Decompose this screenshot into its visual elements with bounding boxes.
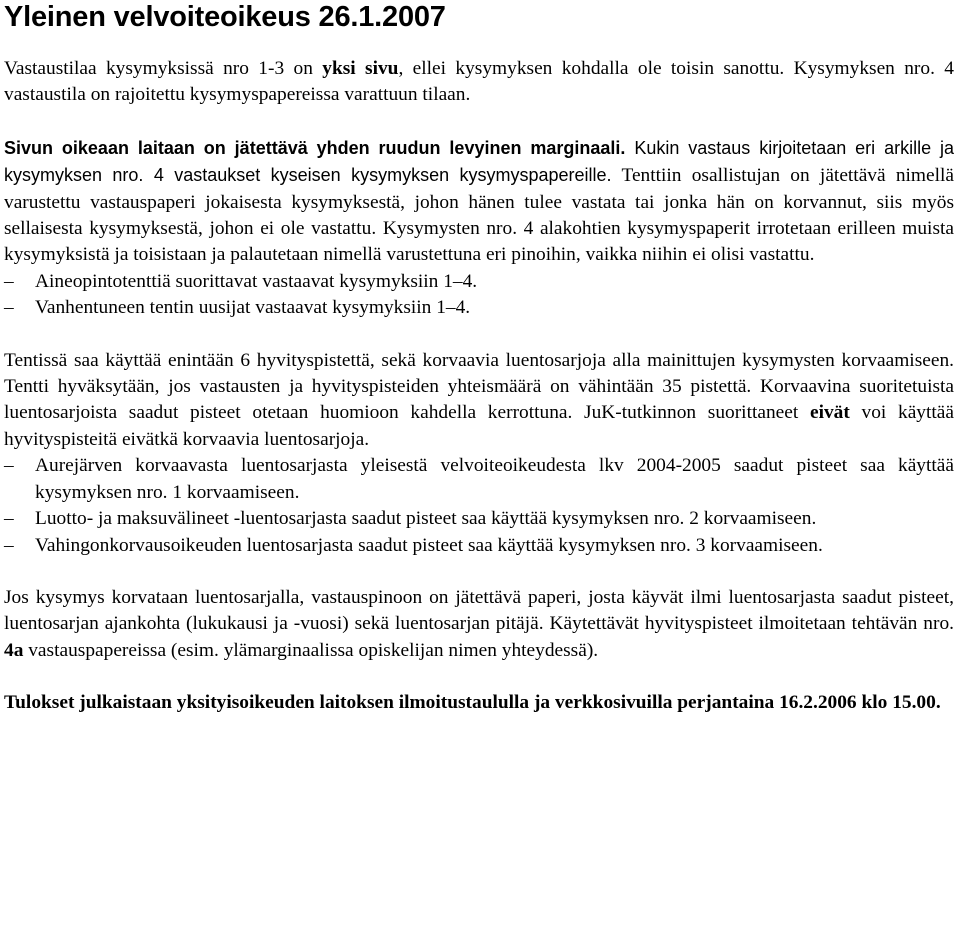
document-page xyxy=(4,0,954,717)
lecture-note-paragraph xyxy=(4,585,954,664)
intro-text-2: , ellei kysymyksen kohdalla ole toisin sanottu. Kysymyksen nro. 4 vastaustila on rajoitettu kysymyspapereissa varattuun tilaan. xyxy=(4,58,954,106)
list-item xyxy=(4,506,954,532)
points-bold: eivät xyxy=(809,402,850,424)
student-groups-list xyxy=(4,269,954,322)
rules-rest-text: Tenttiin osallistujan on jätettävä nimellä varustettu vastauspaperi jokaisesta kysymyksestä, johon hänen tulee vastata tai jonka hän on korvannut, siis myös sellaisesta kysymyksestä, johon ei ole vastattu. Kysymysten nro. 4 alakohtien kysymyspaperit irrotetaan erilleen muista kysymyksistä ja toisistaan ja palautetaan nimellä varustettuna eri pinoihin, vaikka niihin ei olisi vastattu. xyxy=(4,165,954,266)
lecture-series-list xyxy=(4,453,954,559)
points-paragraph xyxy=(4,348,954,454)
lecture-note-bold: 4a xyxy=(4,639,24,661)
intro-bold: yksi sivu xyxy=(322,58,399,79)
intro-paragraph xyxy=(4,56,954,109)
rules-paragraph xyxy=(4,135,954,269)
points-text-2: voi käyttää hyvityspisteitä eivätkä korvaavia luentosarjoja. xyxy=(4,402,954,450)
list-item xyxy=(4,453,954,506)
dash-bullet: – xyxy=(4,270,14,292)
list-item xyxy=(4,295,954,321)
page-title: Yleinen velvoiteoikeus 26.1.2007 xyxy=(4,1,446,33)
list-item-text: Vahingonkorvausoikeuden luentosarjasta saadut pisteet saa käyttää kysymyksen nro. 3 korvaamiseen. xyxy=(35,534,823,556)
dash-bullet: – xyxy=(4,508,14,530)
lecture-note-text-1: Jos kysymys korvataan luentosarjalla, vastauspinoon on jätettävä paperi, josta käyvät ilmi luentosarjasta saadut pisteet, luentosarjan ajankohta (lukukausi ja -vuosi) sekä luentosarjan pitäjä. Käytettävät hyvityspisteet ilmoitetaan tehtävän nro. xyxy=(4,586,954,635)
points-text-1: Tentissä saa käyttää enintään 6 hyvityspistettä, sekä korvaavia luentosarjoja alla mainittujen kysymysten korvaamiseen. Tentti hyväksytään, jos vastausten ja hyvityspisteiden yhteismäärä on vähintään 35 pistettä. Korvaavina suoritetuista luentosarjoista saadut pisteet otetaan huomioon kahdella kerrottuna. JuK-tutkinnon suorittaneet xyxy=(4,349,954,424)
dash-bullet: – xyxy=(4,455,14,477)
answer-sheet-rule: Kukin vastaus kirjoitetaan eri arkille ja kysymyksen nro. 4 vastaukset kyseisen kysymyksen kysymyspapereille. xyxy=(4,137,954,186)
dash-bullet: – xyxy=(4,297,14,319)
intro-text-1: Vastaustilaa kysymyksissä nro 1-3 on xyxy=(4,58,323,79)
list-item xyxy=(4,269,954,295)
results-text: Tulokset julkaistaan yksityisoikeuden laitoksen ilmoitustaululla ja verkkosivuilla perjantaina 16.2.2006 klo 15.00. xyxy=(4,692,941,714)
list-item-text: Luotto- ja maksuvälineet -luentosarjasta saadut pisteet saa käyttää kysymyksen nro. 2 korvaamiseen. xyxy=(35,508,817,530)
list-item-text: Aurejärven korvaavasta luentosarjasta yleisestä velvoiteoikeudesta lkv 2004-2005 saadut pisteet saa käyttää kysymyksen nro. 1 korvaamiseen. xyxy=(35,455,954,503)
margin-rule: Sivun oikeaan laitaan on jätettävä yhden ruudun levyinen marginaali. xyxy=(4,137,626,158)
list-item-text: Vanhentuneen tentin uusijat vastaavat kysymyksiin 1–4. xyxy=(35,297,471,319)
list-item xyxy=(4,533,954,559)
dash-bullet: – xyxy=(4,534,14,556)
list-item-text: Aineopintotenttiä suorittavat vastaavat kysymyksiin 1–4. xyxy=(35,270,478,292)
lecture-note-text-2: vastauspapereissa (esim. ylämarginaalissa opiskelijan nimen yhteydessä). xyxy=(23,639,599,661)
results-paragraph xyxy=(4,690,954,716)
